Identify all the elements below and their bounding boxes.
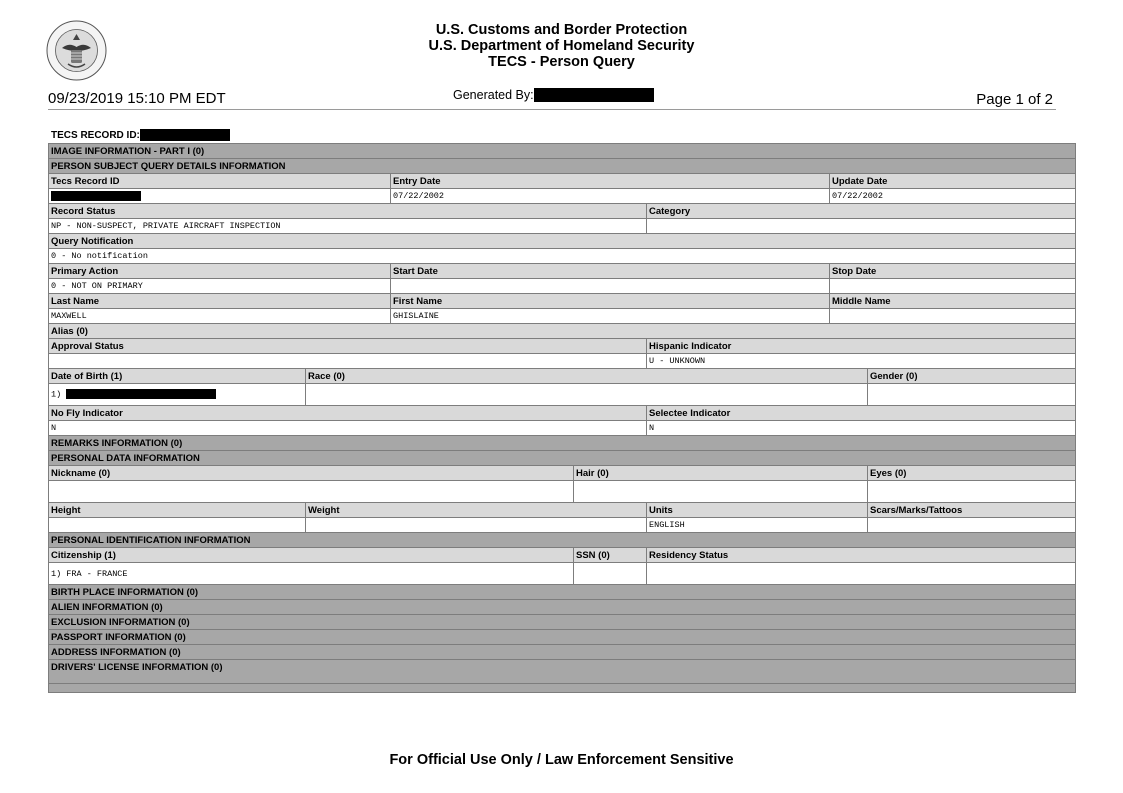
section-personal-identification: PERSONAL IDENTIFICATION INFORMATION xyxy=(49,533,1076,548)
label-no-fly-indicator: No Fly Indicator xyxy=(49,406,647,421)
generated-by-label: Generated By: xyxy=(453,88,534,102)
section-alien: ALIEN INFORMATION (0) xyxy=(49,600,1076,615)
section-exclusion: EXCLUSION INFORMATION (0) xyxy=(49,615,1076,630)
label-first-name: First Name xyxy=(391,294,830,309)
value-race xyxy=(306,384,868,406)
label-approval-status: Approval Status xyxy=(49,339,647,354)
label-residency-status: Residency Status xyxy=(647,548,1076,563)
label-hair: Hair (0) xyxy=(574,466,868,481)
label-eyes: Eyes (0) xyxy=(868,466,1076,481)
value-nickname xyxy=(49,481,574,503)
tecs-record-id-label: TECS RECORD ID: xyxy=(51,129,140,141)
label-citizenship: Citizenship (1) xyxy=(49,548,574,563)
tecs-record-id-line xyxy=(51,129,230,141)
label-nickname: Nickname (0) xyxy=(49,466,574,481)
label-primary-action: Primary Action xyxy=(49,264,391,279)
label-gender: Gender (0) xyxy=(868,369,1076,384)
generated-by xyxy=(453,88,654,102)
value-gender xyxy=(868,384,1076,406)
label-record-status: Record Status xyxy=(49,204,647,219)
redaction-bar xyxy=(534,88,654,102)
person-query-table xyxy=(48,143,1076,693)
value-middle-name xyxy=(830,309,1076,324)
label-category: Category xyxy=(647,204,1076,219)
report-datetime: 09/23/2019 15:10 PM EDT xyxy=(48,90,226,107)
label-last-name: Last Name xyxy=(49,294,391,309)
section-remarks: REMARKS INFORMATION (0) xyxy=(49,436,1076,451)
value-query-notification: 0 - No notification xyxy=(49,249,1076,264)
value-primary-action: 0 - NOT ON PRIMARY xyxy=(49,279,391,294)
section-address: ADDRESS INFORMATION (0) xyxy=(49,645,1076,660)
dob-list-prefix: 1) xyxy=(51,389,62,400)
label-tecs-record-id: Tecs Record ID xyxy=(49,174,391,189)
label-date-of-birth: Date of Birth (1) xyxy=(49,369,306,384)
label-start-date: Start Date xyxy=(391,264,830,279)
redaction-bar xyxy=(51,191,141,201)
footer-classification: For Official Use Only / Law Enforcement Sensitive xyxy=(389,752,734,768)
value-units: ENGLISH xyxy=(647,518,868,533)
label-middle-name: Middle Name xyxy=(830,294,1076,309)
section-image-information: IMAGE INFORMATION - PART I (0) xyxy=(49,144,1076,159)
department-title: U.S. Department of Homeland Security xyxy=(428,38,695,54)
report-header xyxy=(0,22,1123,70)
label-height: Height xyxy=(49,503,306,518)
label-selectee-indicator: Selectee Indicator xyxy=(647,406,1076,421)
redaction-bar xyxy=(66,389,216,399)
value-no-fly-indicator: N xyxy=(49,421,647,436)
label-query-notification: Query Notification xyxy=(49,234,1076,249)
value-residency-status xyxy=(647,563,1076,585)
label-entry-date: Entry Date xyxy=(391,174,830,189)
value-category xyxy=(647,219,1076,234)
section-birth-place: BIRTH PLACE INFORMATION (0) xyxy=(49,585,1076,600)
section-person-subject: PERSON SUBJECT QUERY DETAILS INFORMATION xyxy=(49,159,1076,174)
label-hispanic-indicator: Hispanic Indicator xyxy=(647,339,1076,354)
label-weight: Weight xyxy=(306,503,647,518)
value-height xyxy=(49,518,306,533)
label-ssn: SSN (0) xyxy=(574,548,647,563)
value-record-status: NP - NON-SUSPECT, PRIVATE AIRCRAFT INSPECTION xyxy=(49,219,647,234)
value-approval-status xyxy=(49,354,647,369)
value-selectee-indicator: N xyxy=(647,421,1076,436)
redaction-bar xyxy=(140,129,230,141)
value-stop-date xyxy=(830,279,1076,294)
section-drivers-license: DRIVERS' LICENSE INFORMATION (0) xyxy=(49,660,1076,684)
value-start-date xyxy=(391,279,830,294)
label-stop-date: Stop Date xyxy=(830,264,1076,279)
section-passport: PASSPORT INFORMATION (0) xyxy=(49,630,1076,645)
report-title: TECS - Person Query xyxy=(488,54,635,70)
value-date-of-birth xyxy=(49,384,306,406)
agency-title: U.S. Customs and Border Protection xyxy=(435,22,688,38)
label-race: Race (0) xyxy=(306,369,868,384)
value-ssn xyxy=(574,563,647,585)
label-scars-marks-tattoos: Scars/Marks/Tattoos xyxy=(868,503,1076,518)
page-number: Page 1 of 2 xyxy=(976,91,1053,108)
label-units: Units xyxy=(647,503,868,518)
value-last-name: MAXWELL xyxy=(49,309,391,324)
label-update-date: Update Date xyxy=(830,174,1076,189)
value-scars-marks-tattoos xyxy=(868,518,1076,533)
value-hair xyxy=(574,481,868,503)
value-weight xyxy=(306,518,647,533)
label-alias: Alias (0) xyxy=(49,324,1076,339)
value-eyes xyxy=(868,481,1076,503)
value-tecs-record-id xyxy=(49,189,391,204)
value-entry-date: 07/22/2002 xyxy=(391,189,830,204)
section-personal-data: PERSONAL DATA INFORMATION xyxy=(49,451,1076,466)
value-citizenship: 1) FRA - FRANCE xyxy=(49,563,574,585)
value-update-date: 07/22/2002 xyxy=(830,189,1076,204)
table-bottom-band xyxy=(49,684,1076,693)
value-hispanic-indicator: U - UNKNOWN xyxy=(647,354,1076,369)
value-first-name: GHISLAINE xyxy=(391,309,830,324)
header-divider xyxy=(48,109,1056,110)
